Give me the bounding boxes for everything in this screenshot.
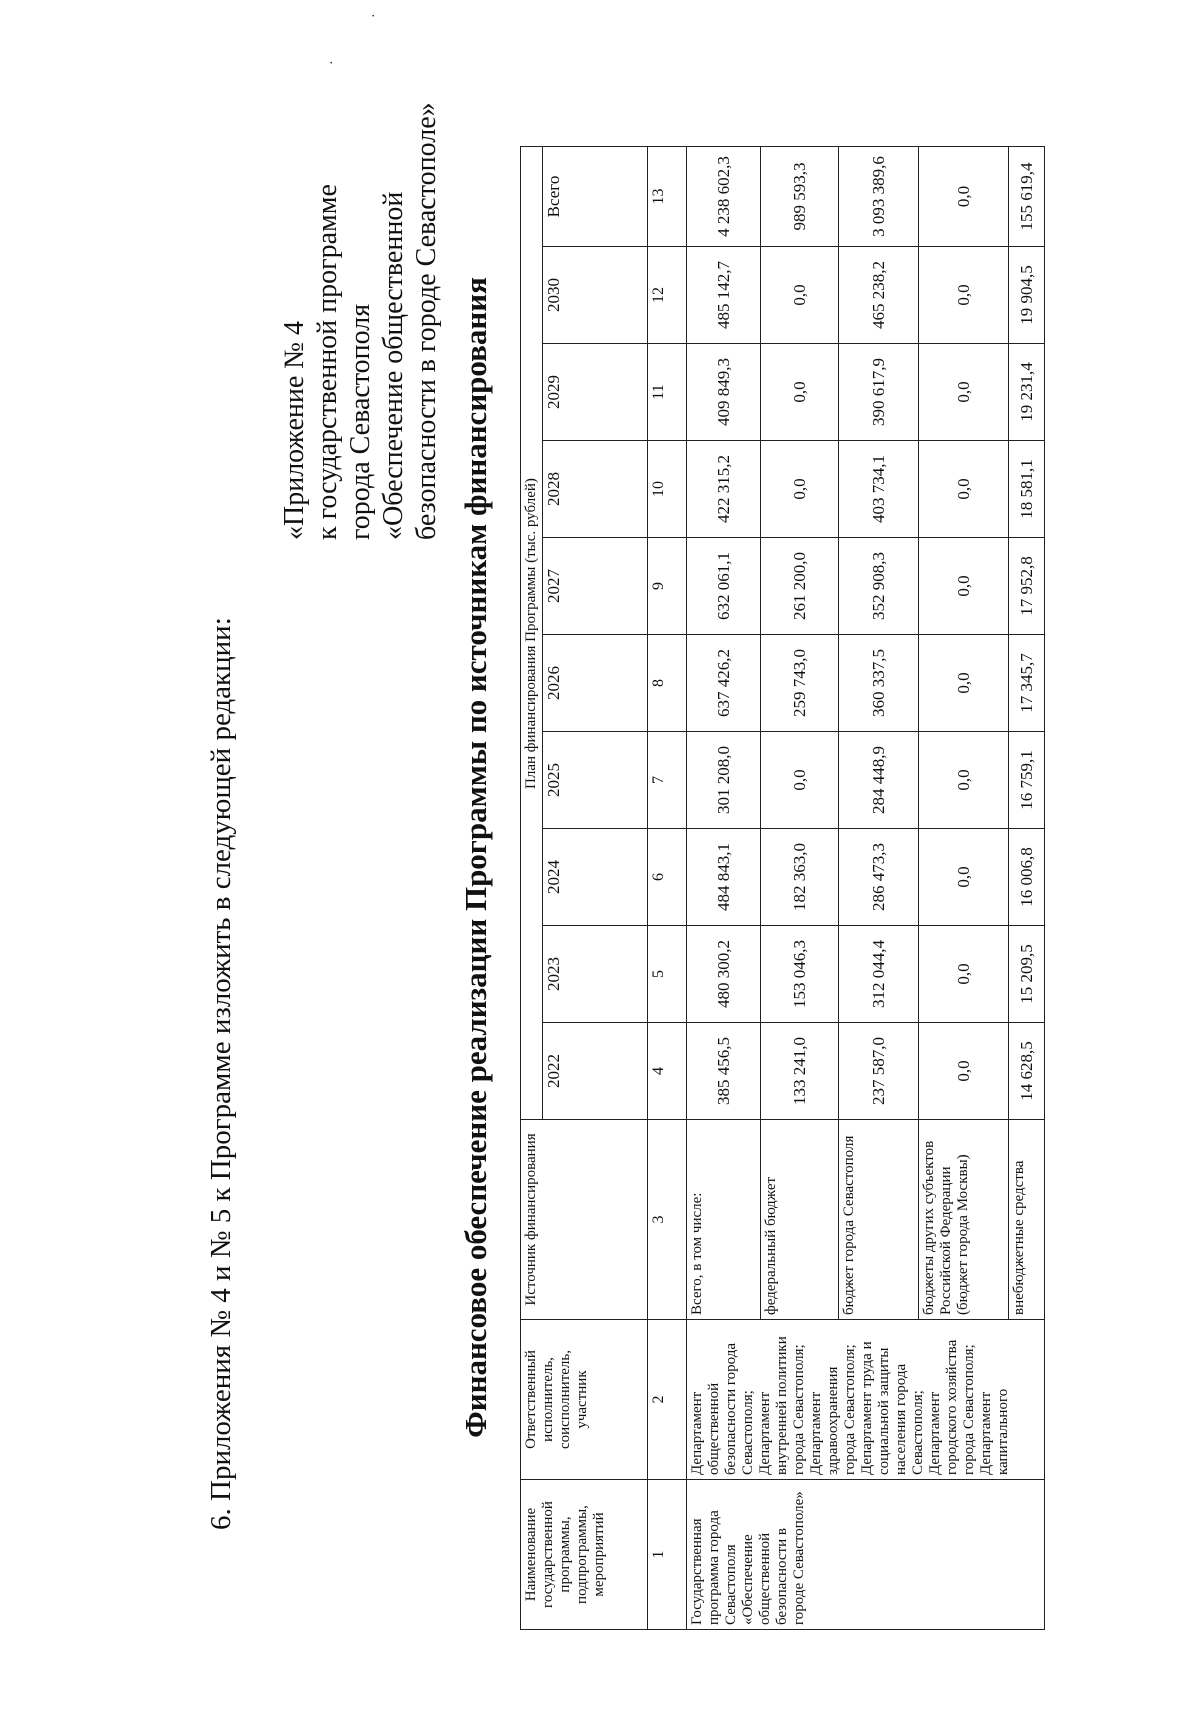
- value-cell: 0,0: [919, 344, 1009, 441]
- source-cell: внебюджетные средства: [1009, 1120, 1045, 1320]
- value-cell: 632 061,1: [687, 538, 761, 635]
- intro-text: 6. Приложения № 4 и № 5 к Программе изложить в следующей редакции:: [205, 617, 237, 1530]
- value-cell: 385 456,5: [687, 1023, 761, 1120]
- header-year: 2027: [543, 538, 648, 635]
- scan-dot: ·: [325, 60, 340, 65]
- value-cell: 3 093 389,6: [839, 147, 919, 247]
- value-cell: 133 241,0: [761, 1023, 839, 1120]
- table-row: [687, 147, 761, 1630]
- header-year: 2026: [543, 635, 648, 732]
- appendix-line: безопасности в городе Севастополе»: [411, 102, 442, 540]
- source-cell: Всего, в том числе:: [687, 1120, 761, 1320]
- value-cell: 18 581,1: [1009, 441, 1045, 538]
- value-cell: 465 238,2: [839, 247, 919, 344]
- value-cell: 637 426,2: [687, 635, 761, 732]
- appendix-line: города Севастополя: [345, 303, 376, 540]
- column-number: 3: [648, 1120, 687, 1320]
- header-year: 2029: [543, 344, 648, 441]
- value-cell: 480 300,2: [687, 926, 761, 1023]
- column-number: 2: [648, 1320, 687, 1480]
- header-source: Источник финансирования: [521, 1120, 648, 1320]
- value-cell: 360 337,5: [839, 635, 919, 732]
- value-cell: 0,0: [761, 247, 839, 344]
- appendix-block: [278, 102, 443, 540]
- value-cell: 0,0: [761, 441, 839, 538]
- column-number: 9: [648, 538, 687, 635]
- appendix-line: к государственной программе: [312, 184, 343, 540]
- value-cell: 422 315,2: [687, 441, 761, 538]
- value-cell: 14 628,5: [1009, 1023, 1045, 1120]
- header-year: 2028: [543, 441, 648, 538]
- value-cell: 16 759,1: [1009, 732, 1045, 829]
- value-cell: 4 238 602,3: [687, 147, 761, 247]
- financing-table: [520, 146, 1045, 1630]
- header-plan: План финансирования Программы (тыс. рублей): [521, 147, 543, 1120]
- value-cell: 403 734,1: [839, 441, 919, 538]
- table-title: Финансовое обеспечение реализации Программы по источникам финансирования: [458, 277, 493, 1438]
- header-total: Всего: [543, 147, 648, 247]
- header-year: 2022: [543, 1023, 648, 1120]
- source-cell: федеральный бюджет: [761, 1120, 839, 1320]
- value-cell: 0,0: [761, 344, 839, 441]
- value-cell: 261 200,0: [761, 538, 839, 635]
- executors-cell: Департамент общественной безопасности города Севастополя; Департамент внутренней политики города Севастополя; Департамент здравоохранения города Севастополя; Департамент труда и социальной защиты населения города Севастополя; Департамент городского хозяйства города Севастополя; Департамент капитального: [687, 1320, 1045, 1480]
- source-cell: бюджет города Севастополя: [839, 1120, 919, 1320]
- value-cell: 0,0: [919, 538, 1009, 635]
- column-number: 12: [648, 247, 687, 344]
- value-cell: 312 044,4: [839, 926, 919, 1023]
- value-cell: 19 904,5: [1009, 247, 1045, 344]
- column-number: 13: [648, 147, 687, 247]
- column-number: 8: [648, 635, 687, 732]
- value-cell: 155 619,4: [1009, 147, 1045, 247]
- appendix-line: «Обеспечение общественной: [378, 191, 409, 540]
- value-cell: 485 142,7: [687, 247, 761, 344]
- value-cell: 237 587,0: [839, 1023, 919, 1120]
- header-year: 2023: [543, 926, 648, 1023]
- value-cell: 0,0: [761, 732, 839, 829]
- value-cell: 259 743,0: [761, 635, 839, 732]
- scan-dot: ·: [367, 13, 382, 18]
- value-cell: 0,0: [919, 247, 1009, 344]
- column-number: 4: [648, 1023, 687, 1120]
- value-cell: 0,0: [919, 829, 1009, 926]
- column-number: 11: [648, 344, 687, 441]
- column-number: 7: [648, 732, 687, 829]
- value-cell: 409 849,3: [687, 344, 761, 441]
- value-cell: 0,0: [919, 635, 1009, 732]
- value-cell: 352 908,3: [839, 538, 919, 635]
- column-number: 10: [648, 441, 687, 538]
- value-cell: 0,0: [919, 732, 1009, 829]
- value-cell: 0,0: [919, 441, 1009, 538]
- value-cell: 989 593,3: [761, 147, 839, 247]
- value-cell: 484 843,1: [687, 829, 761, 926]
- value-cell: 16 006,8: [1009, 829, 1045, 926]
- header-name: Наименование государственной программы, подпрограммы, мероприятий: [521, 1480, 648, 1630]
- value-cell: 17 345,7: [1009, 635, 1045, 732]
- value-cell: 153 046,3: [761, 926, 839, 1023]
- value-cell: 0,0: [919, 926, 1009, 1023]
- column-number: 6: [648, 829, 687, 926]
- header-executor: Ответственный исполнитель, соисполнитель, участник: [521, 1320, 648, 1480]
- source-cell: бюджеты других субъектов Российской Федерации (бюджет города Москвы): [919, 1120, 1009, 1320]
- header-year: 2025: [543, 732, 648, 829]
- column-number: 5: [648, 926, 687, 1023]
- value-cell: 284 448,9: [839, 732, 919, 829]
- header-year: 2024: [543, 829, 648, 926]
- program-name-cell: Государственная программа города Севастополя «Обеспечение общественной безопасности в городе Севастополе»: [687, 1480, 1045, 1630]
- value-cell: 0,0: [919, 147, 1009, 247]
- value-cell: 19 231,4: [1009, 344, 1045, 441]
- appendix-line: «Приложение № 4: [279, 321, 310, 540]
- column-number: 1: [648, 1480, 687, 1630]
- value-cell: 390 617,9: [839, 344, 919, 441]
- value-cell: 301 208,0: [687, 732, 761, 829]
- value-cell: 286 473,3: [839, 829, 919, 926]
- value-cell: 182 363,0: [761, 829, 839, 926]
- header-year: 2030: [543, 247, 648, 344]
- value-cell: 15 209,5: [1009, 926, 1045, 1023]
- value-cell: 0,0: [919, 1023, 1009, 1120]
- value-cell: 17 952,8: [1009, 538, 1045, 635]
